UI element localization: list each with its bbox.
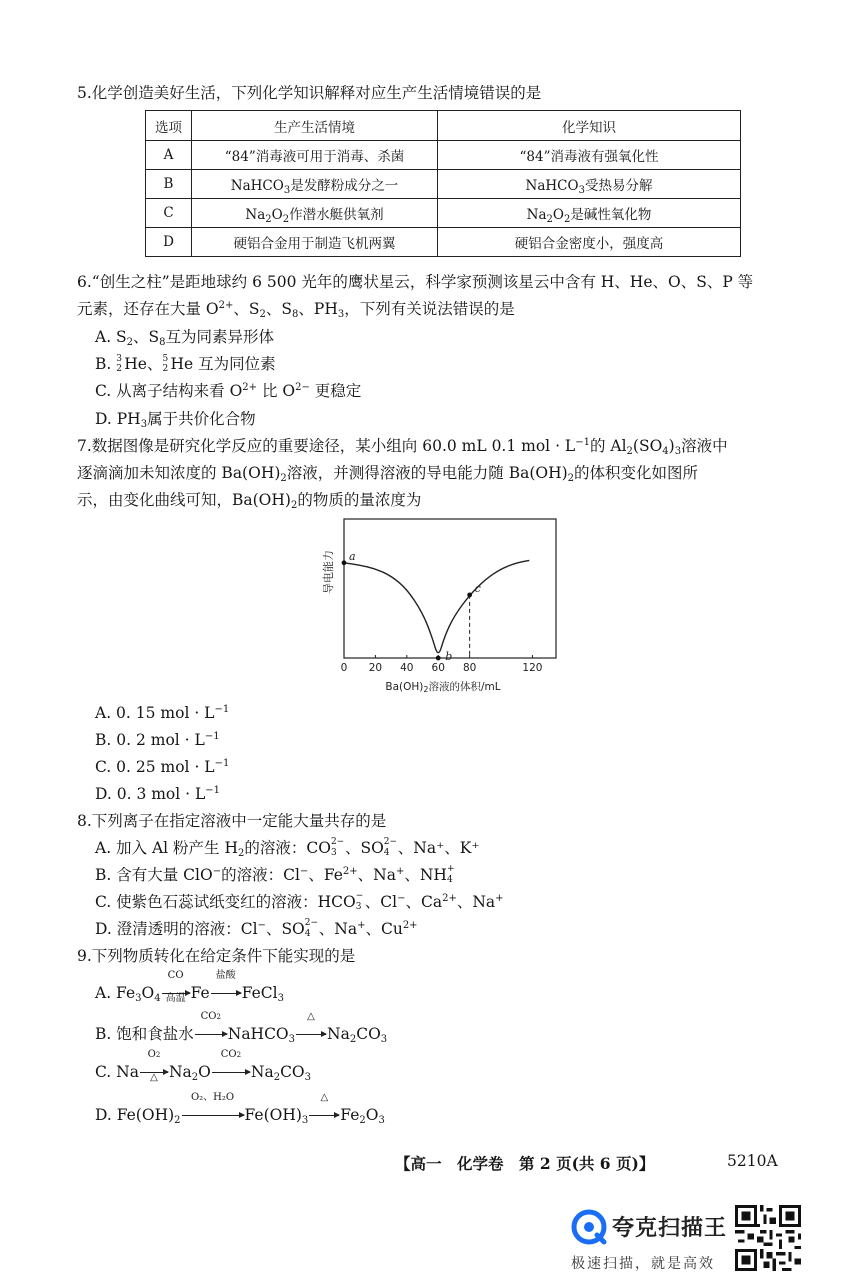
x-tick-label: 60 (431, 662, 445, 674)
brand-slogan: 极速扫描，就是高效 (571, 1256, 715, 1272)
row-knowledge: 硬铝合金密度小，强度高 (438, 228, 741, 257)
x-tick-label: 40 (400, 662, 414, 674)
table-header-row (146, 111, 741, 141)
subscript: 3 (304, 1072, 312, 1083)
row-situation (192, 170, 438, 199)
text: 示，由变化曲线可知，Ba(OH) (77, 491, 291, 509)
text: 互为同素异形体 (165, 328, 275, 346)
text: 、NH (404, 866, 447, 884)
text: 、PH (298, 300, 338, 318)
charge: 2− (330, 837, 345, 847)
subscript: 4 (446, 875, 453, 885)
q6-stem-line1: 6.“创生之柱”是距地球约 6 500 光年的鹰状星云，科学家预测该星云中含有 H、He、O、S、P 等 (77, 273, 754, 291)
curve-path (344, 560, 529, 652)
text: 属于共价化合物 (147, 410, 256, 428)
x-axis-label (385, 680, 500, 694)
text: 是发酵粉成分之一 (290, 178, 399, 194)
text: C. 0. 25 mol · L (95, 758, 215, 776)
row-knowledge (438, 199, 741, 228)
ion-indices (304, 918, 319, 939)
q9-stem: 9.下列物质转化在给定条件下能实现的是 (77, 947, 356, 965)
text: O (552, 207, 564, 223)
text: D. 0. 3 mol · L (95, 785, 206, 803)
q9-option-a (95, 970, 284, 1004)
subscript: 8 (292, 309, 299, 320)
row-situation (192, 199, 438, 228)
text: O (147, 1049, 156, 1060)
arrow-condition-bottom: △ (150, 1072, 158, 1083)
q8-option-c (95, 892, 504, 912)
row-situation: “84”消毒液可用于消毒、杀菌 (192, 141, 438, 170)
mass-number: 3 (116, 354, 122, 364)
arrow-shaft (309, 1115, 339, 1116)
arrow-condition-top: △ (320, 1092, 329, 1103)
text: Na (168, 1063, 192, 1081)
ion-indices (383, 837, 398, 858)
text: A. S (95, 328, 127, 346)
subscript: 4 (154, 993, 161, 1004)
text: D. Fe(OH) (95, 1106, 175, 1124)
arrow-shaft (212, 1072, 250, 1073)
ion-indices (330, 837, 345, 858)
text: A. 加入 Al 粉产生 H (95, 839, 238, 857)
text: He、 (124, 355, 163, 373)
subscript: 3 (140, 419, 148, 430)
x-tick-label: 120 (522, 662, 543, 674)
text: 的 Al (589, 437, 627, 455)
text: 的物质的量浓度为 (297, 491, 422, 509)
text: C. 使紫色石蕊试纸变红的溶液：HCO (95, 893, 356, 911)
y-axis-label: 导电能力 (322, 550, 335, 594)
text: NaHCO (227, 1025, 289, 1043)
superscript: −1 (204, 731, 220, 742)
text: O (141, 984, 155, 1002)
arrow-shaft (182, 1115, 244, 1116)
text: 、Na (456, 893, 496, 911)
subscript: 2 (259, 309, 266, 320)
reaction-arrow (195, 1011, 227, 1044)
table-row (146, 141, 741, 170)
q6-stem-line2 (77, 299, 515, 319)
subscript: 2 (282, 214, 290, 225)
superscript: 2+ (218, 300, 234, 311)
ion-indices (355, 891, 365, 912)
q7-option-b (95, 730, 220, 750)
text: 比 O (257, 382, 296, 400)
q5-stem: 5.化学创造美好生活，下列化学知识解释对应生产生活情境错误的是 (77, 84, 542, 102)
q8-option-b (95, 865, 456, 885)
text: 、Cu (365, 920, 403, 938)
nuclide-indices (162, 354, 170, 374)
curve-points (342, 550, 481, 663)
superscript: 2+ (242, 382, 258, 393)
row-option: D (146, 228, 192, 257)
text: Fe (190, 984, 210, 1002)
subscript: 2 (563, 214, 571, 225)
text: 、Na (318, 920, 358, 938)
subscript: 3 (283, 185, 291, 196)
subscript: 2 (155, 1051, 161, 1059)
subscript: 8 (159, 337, 166, 348)
text: Na (327, 1025, 350, 1043)
subscript: 2 (567, 473, 575, 484)
point-label-b: b (445, 650, 453, 663)
x-tick-label: 0 (340, 662, 348, 674)
arrow-condition-top (212, 1049, 250, 1061)
text: O (198, 1063, 211, 1081)
subscript: 2 (191, 1072, 199, 1083)
superscript: − (257, 920, 266, 931)
plot-frame (344, 519, 556, 658)
subscript: 4 (304, 929, 311, 939)
point-label-a: a (349, 549, 356, 563)
x-axis-label-part: Ba(OH) (385, 681, 424, 693)
text: D. 澄清透明的溶液：Cl (95, 920, 258, 938)
atomic-number: 2 (116, 364, 122, 374)
q8-stem: 8.下列离子在指定溶液中一定能大量共存的是 (77, 812, 387, 830)
text: 、S (133, 328, 160, 346)
q9-option-b (95, 1011, 388, 1045)
page-footer: 【高一 化学卷 第 2 页(共 6 页)】 (395, 1154, 655, 1173)
text: O (365, 1106, 379, 1124)
arrow-shaft (195, 1034, 227, 1035)
q9-option-d (95, 1092, 385, 1126)
subscript: 3 (355, 902, 362, 912)
reaction-arrow (212, 1049, 250, 1082)
q7-option-c (95, 757, 229, 777)
q7-option-a (95, 703, 229, 723)
superscript: + (357, 920, 366, 931)
q8-option-d (95, 919, 418, 939)
subscript: 3 (674, 446, 682, 457)
subscript: 3 (378, 1115, 385, 1126)
row-knowledge (438, 170, 741, 199)
chart-frame (344, 519, 556, 658)
q7-stem-line1 (77, 436, 728, 456)
superscript: − (397, 893, 406, 904)
conductivity-chart (318, 512, 568, 697)
row-situation: 硬铝合金用于制造飞机两翼 (192, 228, 438, 257)
text: 、SO (265, 920, 305, 938)
subscript: 3 (330, 848, 337, 858)
x-axis-label-part: 溶液的体积/mL (428, 681, 501, 693)
text: A. Fe (95, 984, 136, 1002)
charge: 2− (383, 837, 398, 847)
point-a (342, 560, 347, 565)
text: NaHCO (525, 178, 579, 194)
text: B. 0. 2 mol · L (95, 731, 205, 749)
text: 受热易分解 (584, 178, 653, 194)
text: 、Na⁺、K⁺ (397, 839, 480, 857)
text: Na (250, 1063, 274, 1081)
text: 溶液，并测得溶液的导电能力随 Ba(OH) (286, 464, 568, 482)
arrow-condition-top (195, 1011, 227, 1023)
text: 、Na (357, 866, 396, 884)
row-option: C (146, 199, 192, 228)
ion-indices (446, 864, 456, 885)
col-header-knowledge: 化学知识 (438, 111, 741, 141)
subscript: 2 (280, 473, 287, 484)
text: Fe (340, 1106, 360, 1124)
subscript: 2 (265, 214, 272, 225)
q7-option-d (95, 784, 220, 804)
col-header-option: 选项 (146, 111, 192, 141)
superscript: 2+ (342, 866, 358, 877)
text: 作潜水艇供氧剂 (289, 207, 384, 223)
text: 、S (233, 300, 260, 318)
subscript: 2 (273, 1072, 281, 1083)
col-header-situation: 生产生活情境 (192, 111, 438, 141)
charge: − (355, 891, 364, 901)
superscript: 2− (295, 382, 310, 393)
arrow-condition-top (140, 1049, 168, 1061)
subscript: 2 (216, 1013, 221, 1021)
superscript: −1 (214, 758, 230, 769)
subscript: 2 (546, 214, 553, 225)
subscript: 2 (290, 500, 298, 511)
text: 、SO (344, 839, 384, 857)
text: ，下列有关说法错误的是 (344, 300, 515, 318)
subscript: 3 (301, 1115, 309, 1126)
text: A. 0. 15 mol · L (95, 704, 215, 722)
arrow-condition-top: O₂、H₂O (190, 1092, 235, 1103)
arrow-shaft (211, 993, 241, 994)
superscript: 2+ (442, 893, 457, 904)
text: 7.数据图像是研究化学反应的重要途径，某小组向 60.0 mL 0.1 mol · L (77, 437, 576, 455)
subscript: 3 (135, 993, 142, 1004)
subscript: 3 (288, 1034, 296, 1045)
row-option: B (146, 170, 192, 199)
x-axis-label-subscript: 2 (423, 685, 429, 694)
q6-option-c (95, 381, 361, 401)
point-label-c: c (474, 581, 481, 595)
superscript: − (212, 866, 222, 877)
atomic-number: 2 (162, 364, 169, 374)
subscript: 4 (383, 848, 390, 858)
text: 元素，还存在大量 O (77, 300, 219, 318)
text: B. 饱和食盐水 (95, 1025, 194, 1043)
qr-code-icon (735, 1205, 801, 1271)
superscript: −1 (205, 785, 221, 796)
text: Fe(OH) (244, 1106, 302, 1124)
reaction-arrow (182, 1092, 244, 1125)
subscript: 2 (626, 446, 633, 457)
q7-stem-line3 (77, 490, 421, 510)
arrow-condition-top: CO (167, 970, 184, 981)
mass-number: 5 (162, 354, 169, 364)
conductivity-curve (344, 560, 529, 658)
scanner-watermark (567, 1205, 867, 1280)
brand-name: 夸克扫描王 (612, 1216, 728, 1241)
subscript: 2 (236, 1051, 242, 1059)
text: 、S (265, 300, 293, 318)
q6-option-a (95, 327, 274, 347)
quark-logo-icon (571, 1209, 607, 1245)
q6-option-b (95, 354, 276, 374)
subscript: 3 (380, 1034, 388, 1045)
reaction-arrow (309, 1092, 339, 1125)
text: 的体积变化如图所 (574, 464, 699, 482)
arrow-condition-bottom: 高温 (165, 993, 186, 1004)
x-tick-label: 80 (462, 662, 477, 674)
text: 逐滴滴加未知浓度的 Ba(OH) (77, 464, 281, 482)
q9-option-c (95, 1049, 312, 1083)
text: ) (668, 437, 675, 455)
reaction-arrow (140, 1049, 168, 1083)
x-tick-label: 20 (368, 662, 383, 674)
text: 、Fe (308, 866, 343, 884)
subscript: 3 (337, 309, 345, 320)
text: (SO (632, 437, 663, 455)
superscript: −1 (575, 437, 590, 448)
subscript: 3 (277, 993, 284, 1004)
point-c (467, 593, 472, 598)
subscript: 2 (349, 1034, 357, 1045)
text: NaHCO (230, 178, 284, 194)
text: FeCl (241, 984, 278, 1002)
subscript: 3 (578, 185, 585, 196)
text: C. 从离子结构来看 O (95, 382, 243, 400)
q5-table (145, 110, 741, 257)
exam-code: 5210A (727, 1152, 778, 1170)
text: 、Cl (364, 893, 398, 911)
text: 是碱性氧化物 (570, 207, 652, 223)
point-b (436, 656, 441, 661)
arrow-condition-top: 盐酸 (215, 970, 236, 981)
charge: 2− (304, 918, 319, 928)
text: O (271, 207, 283, 223)
subscript: 4 (662, 446, 669, 457)
reaction-arrow (162, 970, 190, 1004)
text: Na (526, 207, 547, 223)
text: B. 含有大量 ClO (95, 866, 213, 884)
reaction-arrow (211, 970, 241, 1003)
superscript: − (299, 866, 309, 877)
text: D. PH (95, 410, 141, 428)
row-option: A (146, 141, 192, 170)
arrow-shaft (296, 1034, 326, 1035)
superscript: 2+ (402, 920, 418, 931)
reaction-arrow (296, 1011, 326, 1044)
charge: + (446, 864, 455, 874)
table-row (146, 170, 741, 199)
text: 更稳定 (309, 382, 362, 400)
table-row (146, 228, 741, 257)
text: CO (200, 1011, 217, 1022)
table-row (146, 199, 741, 228)
superscript: −1 (214, 704, 230, 715)
text: CO (220, 1049, 237, 1060)
text: 、Ca (405, 893, 443, 911)
arrow-condition-top: △ (307, 1011, 315, 1022)
text: CO (356, 1025, 381, 1043)
text: 的溶液：CO (244, 839, 331, 857)
text: CO (280, 1063, 305, 1081)
text: 溶液中 (681, 437, 728, 455)
q8-option-a (95, 838, 480, 858)
text: He 互为同位素 (170, 355, 276, 373)
row-knowledge: “84”消毒液有强氧化性 (438, 141, 741, 170)
nuclide-indices (116, 354, 124, 374)
superscript: + (395, 866, 405, 877)
subscript: 2 (126, 337, 134, 348)
text: 的溶液：Cl (221, 866, 300, 884)
subscript: 2 (238, 848, 245, 859)
text: Na (245, 207, 266, 223)
q7-stem-line2 (77, 463, 698, 483)
text: B. (95, 355, 117, 373)
subscript: 2 (359, 1115, 366, 1126)
superscript: + (495, 893, 504, 904)
text: C. Na (95, 1063, 139, 1081)
subscript: 2 (174, 1115, 181, 1126)
q6-option-d (95, 409, 256, 429)
